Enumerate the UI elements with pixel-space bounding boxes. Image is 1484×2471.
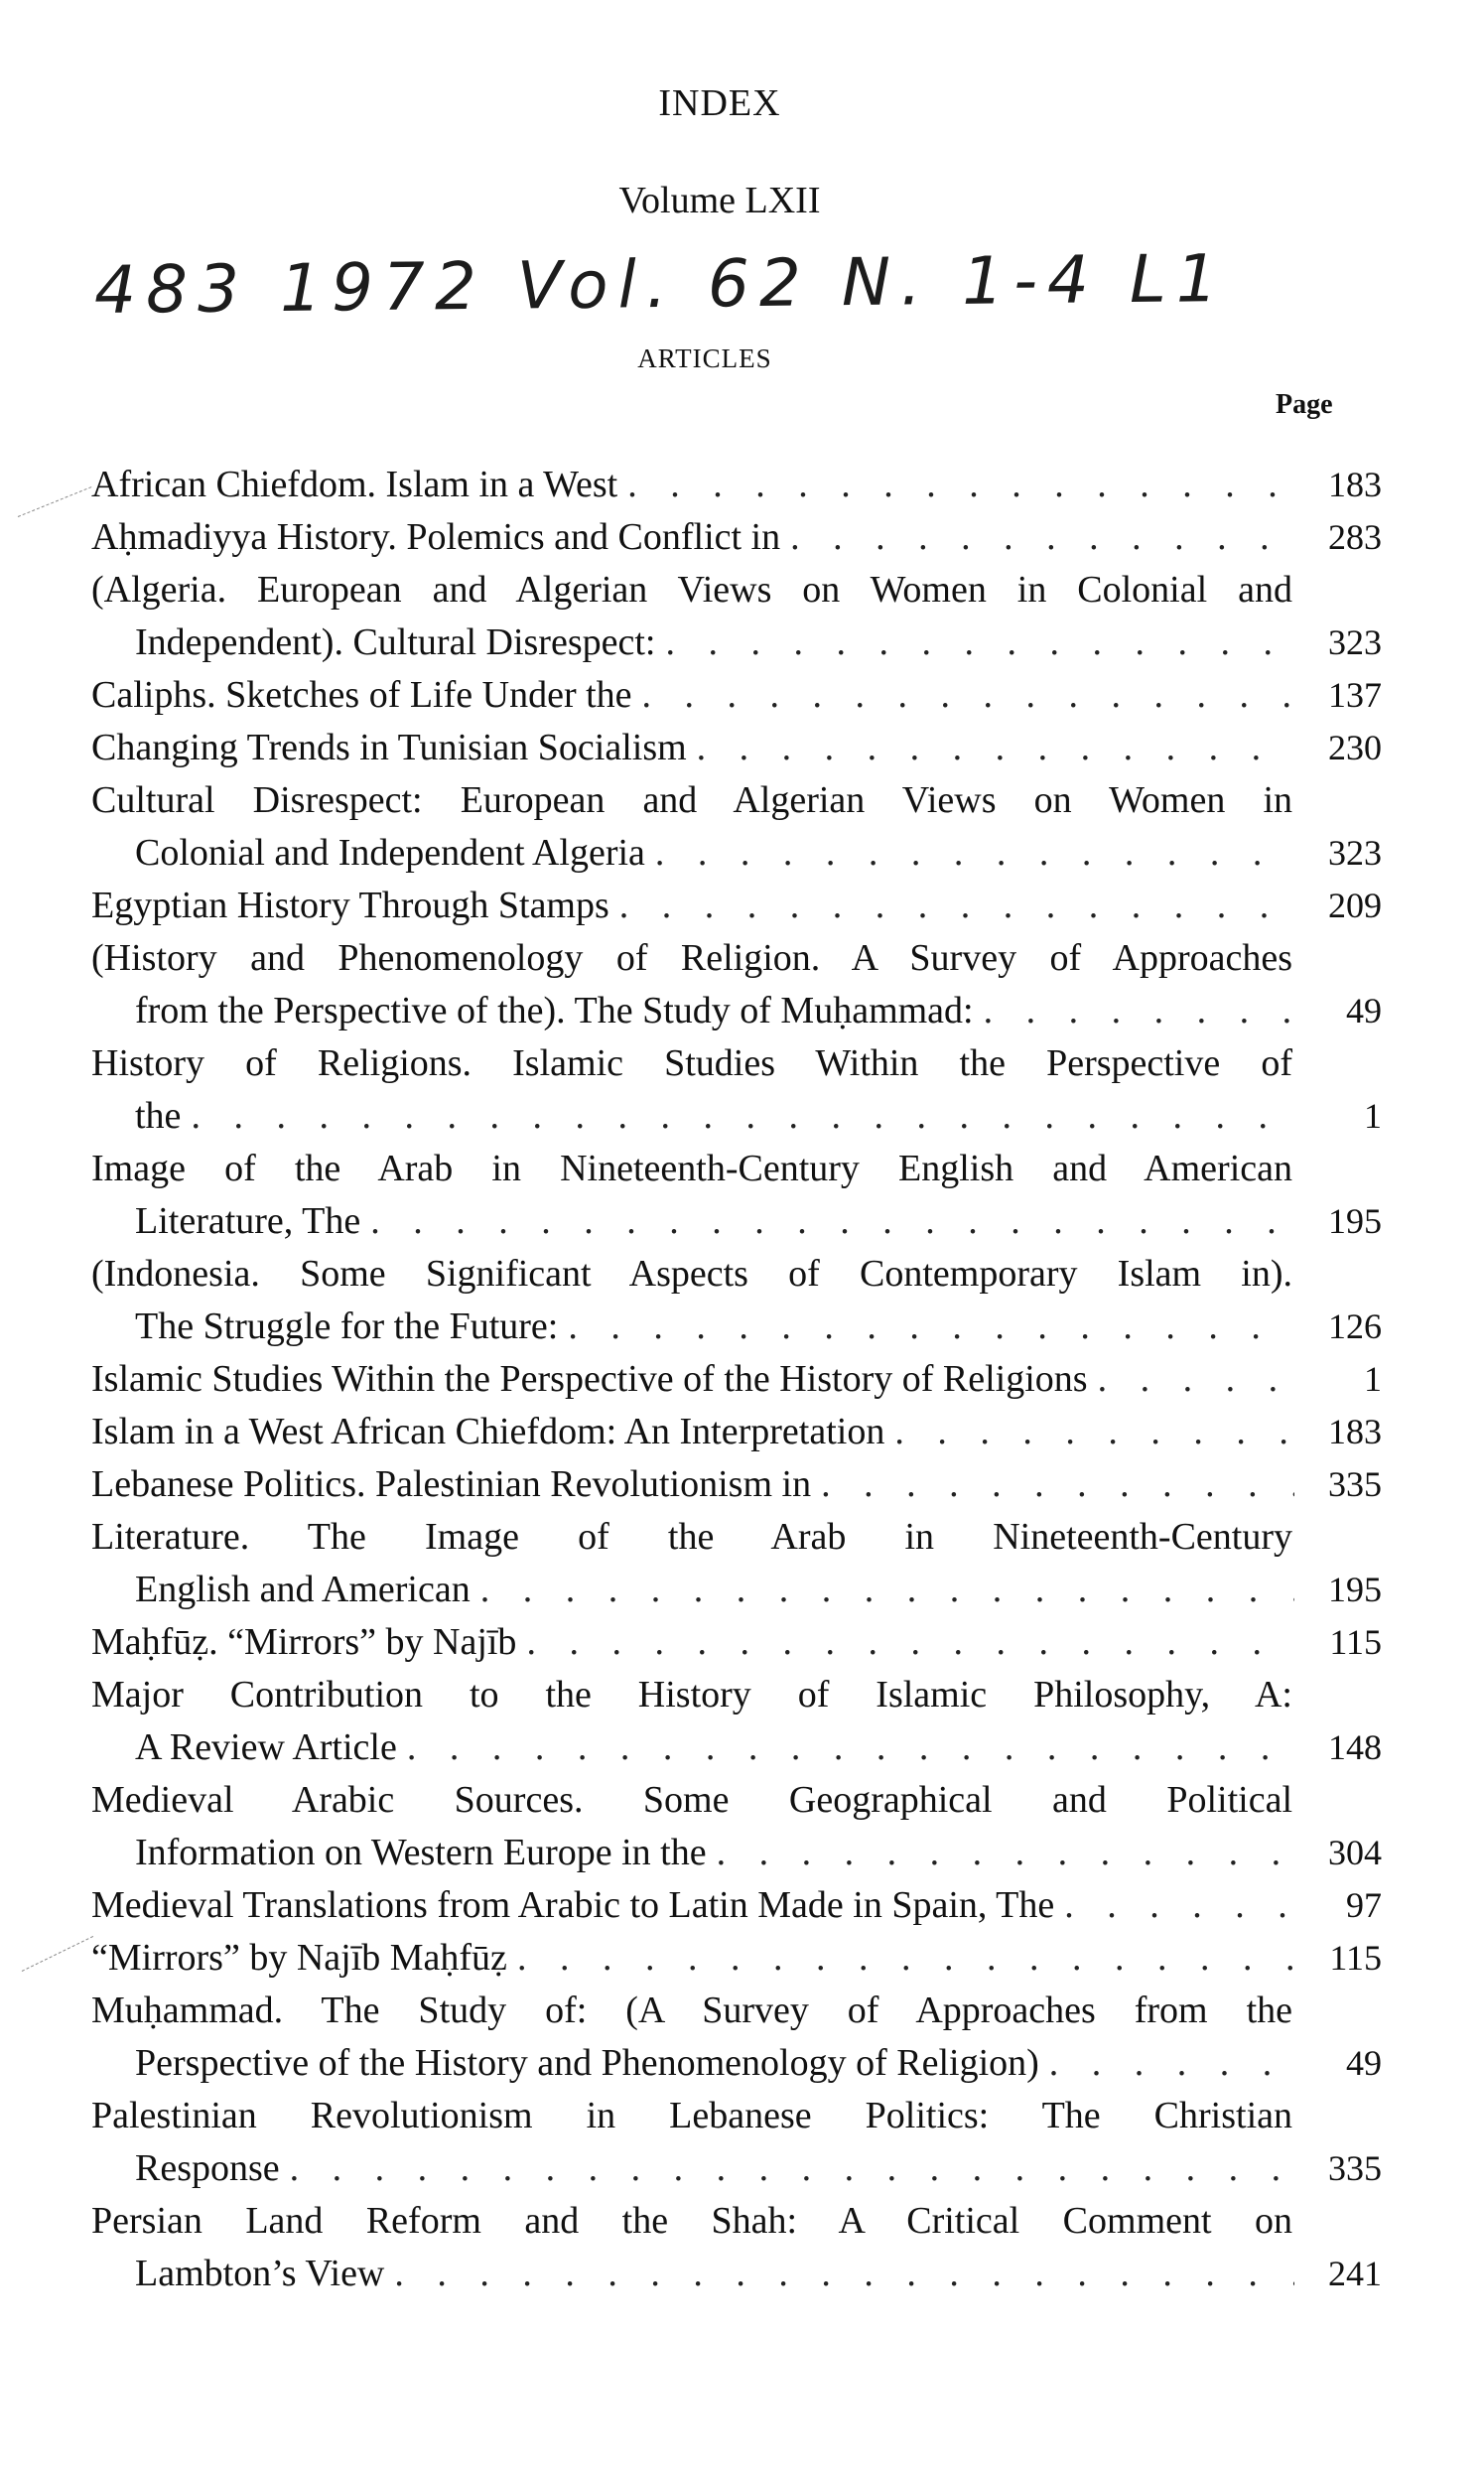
- dot-leader: [884, 1406, 1294, 1458]
- index-entry-page-number: 195: [1328, 1570, 1382, 1609]
- index-entry-line: [91, 1143, 1292, 1195]
- index-entry-text: Colonial and Independent Algeria: [135, 832, 645, 874]
- index-entry-line: [91, 1932, 1382, 1985]
- volume-title: Volume LXII: [618, 180, 821, 221]
- index-entry-text: A Review Article: [135, 1726, 397, 1768]
- index-entry-line: [91, 774, 1292, 827]
- index-entry-page-number: 304: [1328, 1833, 1382, 1872]
- index-entry-text: Perspective of the History and Phenomenology of Religion): [135, 2042, 1039, 2084]
- index-entry-page-number: 323: [1328, 833, 1382, 873]
- dot-leader: [632, 669, 1294, 722]
- index-entry: [91, 1353, 1382, 1406]
- index-entry: [91, 1985, 1382, 2090]
- index-entry: [91, 1143, 1382, 1248]
- index-entry-text: Independent). Cultural Disrespect:: [135, 621, 656, 663]
- index-entry-line: [91, 2090, 1292, 2142]
- index-entry-text: (Indonesia. Some Significant Aspects of Contemporary Islam in).: [91, 1253, 1292, 1295]
- index-entry-page-number: 137: [1328, 675, 1382, 715]
- index-entry-line: [91, 1985, 1292, 2037]
- index-entry-page-number: 209: [1328, 886, 1382, 925]
- index-entry-page-number: 183: [1328, 465, 1382, 504]
- index-entry-page-number: 49: [1346, 991, 1382, 1030]
- index-entry-text: Major Contribution to the History of Islamic Philosophy, A:: [91, 1674, 1292, 1716]
- index-entry-page-number: 49: [1346, 2043, 1382, 2083]
- index-entry: [91, 1879, 1382, 1932]
- dot-leader: [507, 1932, 1294, 1985]
- index-entry: [91, 511, 1382, 564]
- index-entry-line: [91, 827, 1382, 880]
- index-entry-page-number: 230: [1328, 728, 1382, 767]
- index-entry-text: (History and Phenomenology of Religion. A Survey of Approaches: [91, 937, 1292, 979]
- index-entry-line: [91, 1721, 1382, 1774]
- index-entry: [91, 722, 1382, 774]
- index-entry-text: English and American: [135, 1569, 471, 1610]
- index-entry-text: African Chiefdom. Islam in a West: [91, 464, 618, 505]
- dot-leader: [1054, 1879, 1294, 1932]
- index-entry: [91, 880, 1382, 932]
- dot-leader: [181, 1090, 1294, 1143]
- index-entry-text: Literature, The: [135, 1200, 361, 1242]
- handwritten-call-number: 483 1972 Vol. 62 N. 1-4 L1: [93, 240, 1229, 329]
- index-entry-line: [91, 669, 1382, 722]
- index-entry-line: [91, 722, 1382, 774]
- index-entry-text: Medieval Arabic Sources. Some Geographical and Political: [91, 1779, 1292, 1821]
- index-entry-line: [91, 459, 1382, 511]
- index-entry-line: [91, 1353, 1382, 1406]
- index-entry-text: Changing Trends in Tunisian Socialism: [91, 727, 687, 768]
- index-entry-line: [91, 1301, 1382, 1353]
- index-entry-line: [91, 880, 1382, 932]
- dot-leader: [811, 1458, 1294, 1511]
- index-entry-text: Caliphs. Sketches of Life Under the: [91, 674, 632, 716]
- index-entry-page-number: 195: [1328, 1201, 1382, 1241]
- index-entry: [91, 774, 1382, 880]
- index-entry-line: [91, 1248, 1292, 1301]
- index-entry-line: [91, 932, 1292, 985]
- index-entry-line: [91, 1195, 1382, 1248]
- index-entry-text: Islam in a West African Chiefdom: An Interpretation: [91, 1411, 885, 1452]
- index-entry-line: [91, 1511, 1292, 1564]
- index-entry-page-number: 97: [1346, 1885, 1382, 1925]
- dot-leader: [558, 1301, 1294, 1353]
- index-entry-text: Aḥmadiyya History. Polemics and Conflict in: [91, 516, 781, 558]
- index-entry-line: [91, 617, 1382, 669]
- index-entry: [91, 1406, 1382, 1458]
- index-entry-text: Lambton’s View: [135, 2253, 385, 2294]
- pencil-mark: [22, 1936, 93, 1972]
- index-entry-text: History of Religions. Islamic Studies Within the Perspective of: [91, 1042, 1292, 1084]
- dot-leader: [707, 1827, 1294, 1879]
- index-entry-text: Literature. The Image of the Arab in Nineteenth-Century: [91, 1516, 1292, 1558]
- dot-leader: [360, 1195, 1294, 1248]
- section-title-articles: ARTICLES: [637, 343, 772, 373]
- index-entry-text: (Algeria. European and Algerian Views on Women in Colonial and: [91, 569, 1292, 611]
- index-entry-line: [91, 1879, 1382, 1932]
- index-entry-page-number: 283: [1328, 517, 1382, 557]
- index-entry-page-number: 241: [1328, 2254, 1382, 2293]
- index-entry-page-number: 115: [1329, 1622, 1382, 1662]
- index-entry-text: Egyptian History Through Stamps: [91, 885, 609, 926]
- index-entry-line: [91, 1458, 1382, 1511]
- dot-leader: [1088, 1353, 1294, 1406]
- index-entry-text: “Mirrors” by Najīb Maḥfūẓ: [91, 1937, 507, 1979]
- dot-leader: [397, 1721, 1294, 1774]
- index-entry-line: [91, 1406, 1382, 1458]
- dot-leader: [974, 985, 1294, 1037]
- index-entry-line: [91, 2248, 1382, 2300]
- index-entry-line: [91, 1669, 1292, 1721]
- index-entry-text: the: [135, 1095, 182, 1137]
- index-entry: [91, 1511, 1382, 1616]
- index-entry-line: [91, 1037, 1292, 1090]
- index-entry-text: Islamic Studies Within the Perspective of the History of Religions: [91, 1358, 1088, 1400]
- index-entry-page-number: 126: [1328, 1306, 1382, 1346]
- dot-leader: [516, 1616, 1294, 1669]
- dot-leader: [645, 827, 1294, 880]
- dot-leader: [780, 511, 1294, 564]
- page-column-label: Page: [1276, 389, 1333, 420]
- index-entry-text: Medieval Translations from Arabic to Latin Made in Spain, The: [91, 1884, 1055, 1926]
- index-entry: [91, 1037, 1382, 1143]
- dot-leader: [1039, 2037, 1294, 2090]
- index-entry-line: [91, 1564, 1382, 1616]
- dot-leader: [655, 617, 1294, 669]
- dot-leader: [280, 2142, 1294, 2195]
- dot-leader: [687, 722, 1294, 774]
- dot-leader: [384, 2248, 1294, 2300]
- index-entry-text: from the Perspective of the). The Study of Muḥammad:: [135, 990, 974, 1031]
- index-entry-page-number: 1: [1364, 1096, 1382, 1136]
- articles-index-list: [91, 459, 1382, 2300]
- index-entry-line: [91, 2037, 1382, 2090]
- index-entry-text: Muḥammad. The Study of: (A Survey of Approaches from the: [91, 1990, 1292, 2031]
- index-title: INDEX: [658, 82, 781, 124]
- index-entry-page-number: 1: [1364, 1359, 1382, 1399]
- index-entry: [91, 2195, 1382, 2300]
- index-entry: [91, 2090, 1382, 2195]
- index-entry: [91, 669, 1382, 722]
- index-entry: [91, 1932, 1382, 1985]
- dot-leader: [609, 880, 1294, 932]
- index-entry-page-number: 148: [1328, 1727, 1382, 1767]
- index-entry-text: Image of the Arab in Nineteenth-Century English and American: [91, 1148, 1292, 1189]
- index-entry-line: [91, 1827, 1382, 1879]
- index-entry-line: [91, 2195, 1292, 2248]
- index-entry: [91, 932, 1382, 1037]
- index-entry-page-number: 115: [1329, 1938, 1382, 1978]
- index-entry-text: Persian Land Reform and the Shah: A Critical Comment on: [91, 2200, 1292, 2242]
- pencil-mark: [18, 486, 92, 517]
- dot-leader: [471, 1564, 1294, 1616]
- index-entry-line: [91, 564, 1292, 617]
- index-entry-text: The Struggle for the Future:: [135, 1305, 559, 1347]
- index-entry: [91, 459, 1382, 511]
- index-entry-line: [91, 985, 1382, 1037]
- index-entry-page-number: 335: [1328, 1464, 1382, 1504]
- index-entry-page-number: 323: [1328, 622, 1382, 662]
- index-entry-text: Palestinian Revolutionism in Lebanese Politics: The Christian: [91, 2095, 1292, 2136]
- index-entry-text: Information on Western Europe in the: [135, 1832, 707, 1873]
- index-entry-line: [91, 2142, 1382, 2195]
- index-entry-text: Lebanese Politics. Palestinian Revolutionism in: [91, 1463, 812, 1505]
- index-entry-line: [91, 1616, 1382, 1669]
- index-entry: [91, 564, 1382, 669]
- index-entry: [91, 1669, 1382, 1774]
- dot-leader: [617, 459, 1294, 511]
- index-entry-page-number: 335: [1328, 2148, 1382, 2188]
- index-entry-line: [91, 511, 1382, 564]
- index-entry-line: [91, 1090, 1382, 1143]
- index-entry: [91, 1616, 1382, 1669]
- index-entry-text: Cultural Disrespect: European and Algerian Views on Women in: [91, 779, 1292, 821]
- index-entry-line: [91, 1774, 1292, 1827]
- index-entry: [91, 1774, 1382, 1879]
- index-entry-text: Response: [135, 2147, 280, 2189]
- index-entry: [91, 1458, 1382, 1511]
- index-entry-text: Maḥfūẓ. “Mirrors” by Najīb: [91, 1621, 517, 1663]
- index-entry-page-number: 183: [1328, 1412, 1382, 1451]
- index-entry: [91, 1248, 1382, 1353]
